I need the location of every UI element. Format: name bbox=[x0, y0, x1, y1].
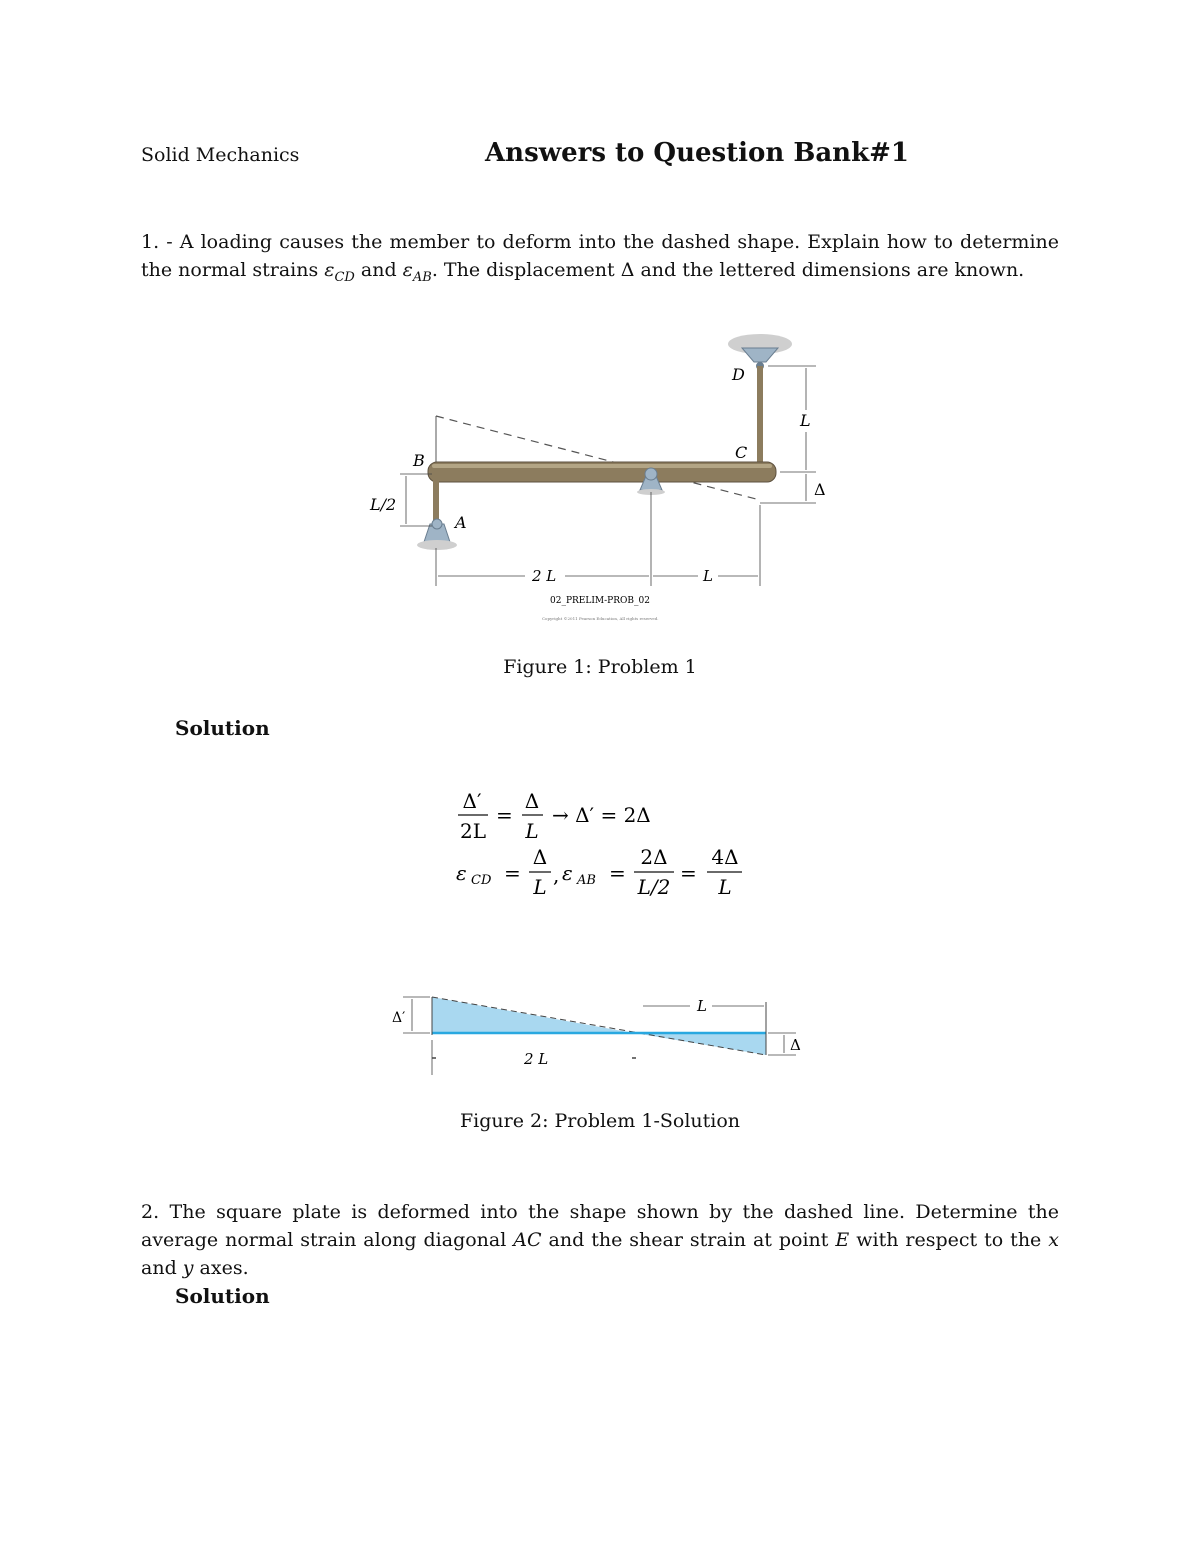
ground-a bbox=[417, 540, 457, 550]
solution-2-heading: Solution bbox=[175, 1284, 270, 1308]
label-delta-prime: Δ′ bbox=[392, 1010, 406, 1026]
eq2-f1-num: Δ bbox=[532, 845, 548, 869]
q2-and: and bbox=[141, 1257, 183, 1279]
q1-sub-cd: CD bbox=[334, 269, 355, 285]
page-title: Answers to Question Bank#1 bbox=[485, 138, 909, 168]
question-1-text bbox=[141, 228, 1059, 292]
eq2-equals-3: = bbox=[680, 861, 697, 885]
q1-text-part-a: 1. - A loading causes the member to deform into the dashed shape. Explain how to determine the normal strains bbox=[141, 231, 1059, 281]
q1-sub-ab: AB bbox=[412, 269, 432, 285]
rod-ab bbox=[433, 476, 439, 524]
rod-cd bbox=[757, 366, 763, 466]
figure-2-diagram bbox=[380, 985, 820, 1085]
figure-2-caption: Figure 2: Problem 1-Solution bbox=[459, 1110, 741, 1132]
eq1-lhs-num: Δ′ bbox=[462, 789, 482, 813]
label-l-fig2: L bbox=[697, 997, 707, 1015]
q2-point-e: E bbox=[835, 1229, 850, 1251]
eq1-result: → Δ′ = 2Δ bbox=[552, 803, 651, 827]
q2-diagonal-ac: AC bbox=[513, 1229, 542, 1251]
eq1-rhs-den: L bbox=[525, 819, 539, 843]
image-code: 02_PRELIM-PROB_02 bbox=[550, 596, 650, 606]
copyright-text: Copyright ©2011 Pearson Education, All rights reserved. bbox=[542, 616, 659, 621]
solution-1-equations bbox=[440, 780, 760, 905]
label-l-bottom: L bbox=[703, 567, 713, 585]
eq2-comma: , bbox=[553, 863, 560, 887]
deformed-shape-line bbox=[436, 416, 760, 500]
support-d bbox=[742, 348, 778, 362]
label-2l-fig2: 2 L bbox=[524, 1050, 549, 1068]
q1-epsilon-cd: ε bbox=[324, 259, 335, 281]
eq2-f2-den: L/2 bbox=[637, 875, 671, 899]
eq1-rhs-num: Δ bbox=[524, 789, 540, 813]
eq1-lhs-den: 2L bbox=[459, 819, 487, 843]
eq2-f3-num: 4Δ bbox=[711, 845, 739, 869]
eq2-eps-ab: ε bbox=[562, 861, 573, 885]
eq2-f1-den: L bbox=[533, 875, 547, 899]
label-delta-right: Δ bbox=[814, 480, 826, 499]
question-2-text bbox=[141, 1198, 1059, 1282]
eq2-eps-cd: ε bbox=[456, 861, 467, 885]
eq2-sub-ab: AB bbox=[577, 873, 596, 888]
q2-text-part-c: with respect to the bbox=[849, 1229, 1049, 1251]
label-delta-fig2: Δ bbox=[790, 1036, 801, 1054]
solution-1-heading: Solution bbox=[175, 716, 270, 740]
eq2-equals-1: = bbox=[504, 861, 521, 885]
eq2-f3-den: L bbox=[718, 875, 732, 899]
beam-highlight bbox=[432, 464, 772, 468]
label-c: C bbox=[735, 443, 748, 462]
eq2-f2-num: 2Δ bbox=[640, 845, 668, 869]
label-b: B bbox=[413, 451, 425, 470]
q2-y-axis: y bbox=[182, 1257, 194, 1279]
q1-epsilon-ab: ε bbox=[402, 259, 413, 281]
q2-text-part-a: 2. The square plate is deformed into the shape shown by the dashed line. Determine the average normal strain along diagonal bbox=[141, 1201, 1059, 1251]
q1-and: and bbox=[354, 259, 403, 281]
eq1-equals: = bbox=[496, 803, 513, 827]
eq2-sub-cd: CD bbox=[471, 873, 492, 888]
pin-a bbox=[432, 519, 442, 529]
figure-1-diagram bbox=[360, 330, 840, 630]
q2-text-part-b: and the shear strain at point bbox=[541, 1229, 836, 1251]
label-a: A bbox=[455, 513, 467, 532]
pin-middle bbox=[645, 468, 657, 480]
label-l-right: L bbox=[800, 411, 811, 430]
figure-1-caption: Figure 1: Problem 1 bbox=[503, 656, 697, 678]
q2-text-part-d: axes. bbox=[193, 1257, 249, 1279]
q2-x-axis: x bbox=[1048, 1229, 1059, 1251]
course-name: Solid Mechanics bbox=[141, 144, 300, 166]
label-d: D bbox=[732, 365, 745, 384]
q1-text-part-b: . The displacement Δ and the lettered dimensions are known. bbox=[431, 259, 1025, 281]
label-2l: 2 L bbox=[532, 567, 557, 585]
eq2-equals-2: = bbox=[609, 861, 626, 885]
label-half-l: L/2 bbox=[370, 495, 397, 514]
